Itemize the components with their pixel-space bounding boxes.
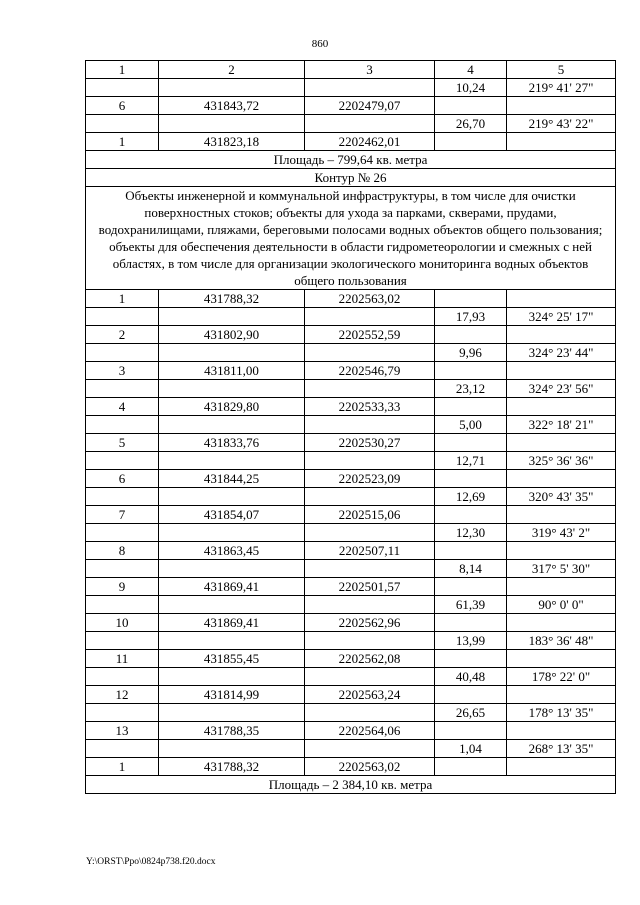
cell-length: 26,70 <box>435 115 507 133</box>
header-cell-length: 4 <box>435 61 507 79</box>
cell-angle <box>507 614 616 632</box>
cell-x <box>159 308 305 326</box>
cell-point <box>86 416 159 434</box>
cell-point <box>86 740 159 758</box>
cell-y: 2202533,33 <box>305 398 435 416</box>
table-row <box>86 524 616 542</box>
cell-x: 431844,25 <box>159 470 305 488</box>
cell-point <box>86 308 159 326</box>
cell-point: 4 <box>86 398 159 416</box>
table-row <box>86 650 616 668</box>
document-file-path: Y:\ORST\Ppo\0824p738.f20.docx <box>86 857 216 867</box>
cell-point: 3 <box>86 362 159 380</box>
cell-point <box>86 380 159 398</box>
cell-length: 23,12 <box>435 380 507 398</box>
cell-angle: 320° 43' 35" <box>507 488 616 506</box>
cell-length <box>435 362 507 380</box>
cell-y <box>305 115 435 133</box>
cell-point <box>86 79 159 97</box>
cell-length <box>435 133 507 151</box>
cell-angle: 319° 43' 2" <box>507 524 616 542</box>
cell-point <box>86 524 159 542</box>
cell-length <box>435 398 507 416</box>
cell-length: 40,48 <box>435 668 507 686</box>
table-row <box>86 722 616 740</box>
cell-y: 2202563,02 <box>305 290 435 308</box>
cell-length: 13,99 <box>435 632 507 650</box>
header-cell-angle: 5 <box>507 61 616 79</box>
cell-y: 2202515,06 <box>305 506 435 524</box>
table-row <box>86 704 616 722</box>
table-row <box>86 668 616 686</box>
cell-angle: 268° 13' 35" <box>507 740 616 758</box>
cell-angle: 322° 18' 21" <box>507 416 616 434</box>
table-row <box>86 380 616 398</box>
cell-y <box>305 704 435 722</box>
table-row <box>86 686 616 704</box>
cell-y <box>305 488 435 506</box>
table-row <box>86 758 616 776</box>
table-header-row <box>86 61 616 79</box>
cell-angle <box>507 326 616 344</box>
cell-point: 1 <box>86 758 159 776</box>
cell-length <box>435 290 507 308</box>
area-summary-row <box>86 151 616 169</box>
cell-point: 5 <box>86 434 159 452</box>
cell-y: 2202479,07 <box>305 97 435 115</box>
contour-area-summary-row <box>86 776 616 794</box>
cell-point: 8 <box>86 542 159 560</box>
cell-point <box>86 452 159 470</box>
cell-x: 431802,90 <box>159 326 305 344</box>
contour-description-row <box>86 187 616 290</box>
cell-point: 11 <box>86 650 159 668</box>
cell-point: 1 <box>86 290 159 308</box>
cell-angle: 325° 36' 36" <box>507 452 616 470</box>
cell-y <box>305 524 435 542</box>
table-row <box>86 290 616 308</box>
table-row <box>86 133 616 151</box>
cell-x: 431854,07 <box>159 506 305 524</box>
table-row <box>86 632 616 650</box>
coordinates-table-body <box>86 61 616 794</box>
cell-x <box>159 452 305 470</box>
cell-length: 12,69 <box>435 488 507 506</box>
cell-point: 6 <box>86 97 159 115</box>
cell-y <box>305 560 435 578</box>
cell-x <box>159 79 305 97</box>
cell-point: 10 <box>86 614 159 632</box>
cell-y: 2202501,57 <box>305 578 435 596</box>
table-row <box>86 452 616 470</box>
cell-angle <box>507 362 616 380</box>
cell-y <box>305 632 435 650</box>
cell-angle: 178° 13' 35" <box>507 704 616 722</box>
cell-y: 2202530,27 <box>305 434 435 452</box>
cell-angle <box>507 542 616 560</box>
cell-x: 431869,41 <box>159 614 305 632</box>
cell-angle <box>507 650 616 668</box>
table-row <box>86 344 616 362</box>
cell-length: 12,30 <box>435 524 507 542</box>
cell-y <box>305 596 435 614</box>
cell-x: 431811,00 <box>159 362 305 380</box>
cell-angle: 317° 5' 30" <box>507 560 616 578</box>
area-summary: Площадь – 799,64 кв. метра <box>86 151 616 169</box>
header-cell-y: 3 <box>305 61 435 79</box>
cell-y: 2202563,02 <box>305 758 435 776</box>
table-row <box>86 740 616 758</box>
cell-point <box>86 704 159 722</box>
header-cell-x: 2 <box>159 61 305 79</box>
cell-length: 61,39 <box>435 596 507 614</box>
cell-point <box>86 668 159 686</box>
page-number: 860 <box>311 38 329 50</box>
cell-angle: 219° 43' 22" <box>507 115 616 133</box>
cell-y <box>305 308 435 326</box>
cell-angle <box>507 506 616 524</box>
cell-angle: 324° 25' 17" <box>507 308 616 326</box>
cell-x <box>159 740 305 758</box>
cell-x <box>159 344 305 362</box>
cell-y: 2202523,09 <box>305 470 435 488</box>
cell-x: 431833,76 <box>159 434 305 452</box>
cell-length <box>435 614 507 632</box>
cell-length <box>435 722 507 740</box>
table-row <box>86 578 616 596</box>
cell-y: 2202507,11 <box>305 542 435 560</box>
cell-point: 1 <box>86 133 159 151</box>
cell-x <box>159 560 305 578</box>
cell-length <box>435 686 507 704</box>
table-row <box>86 79 616 97</box>
table-row <box>86 362 616 380</box>
cell-y <box>305 452 435 470</box>
table-row <box>86 488 616 506</box>
cell-x: 431788,32 <box>159 758 305 776</box>
table-row <box>86 115 616 133</box>
table-row <box>86 326 616 344</box>
table-row <box>86 506 616 524</box>
cell-angle <box>507 758 616 776</box>
cell-length: 12,71 <box>435 452 507 470</box>
cell-length <box>435 650 507 668</box>
header-cell-point: 1 <box>86 61 159 79</box>
cell-angle: 219° 41' 27" <box>507 79 616 97</box>
cell-x: 431843,72 <box>159 97 305 115</box>
cell-length <box>435 470 507 488</box>
cell-x: 431823,18 <box>159 133 305 151</box>
table-row <box>86 97 616 115</box>
cell-angle <box>507 97 616 115</box>
cell-angle <box>507 398 616 416</box>
cell-point: 7 <box>86 506 159 524</box>
cell-y: 2202562,08 <box>305 650 435 668</box>
cell-angle <box>507 578 616 596</box>
cell-angle: 178° 22' 0" <box>507 668 616 686</box>
cell-point: 9 <box>86 578 159 596</box>
cell-length <box>435 578 507 596</box>
cell-y: 2202563,24 <box>305 686 435 704</box>
cell-point <box>86 596 159 614</box>
cell-point: 13 <box>86 722 159 740</box>
cell-point <box>86 560 159 578</box>
cell-y <box>305 668 435 686</box>
cell-angle: 324° 23' 44" <box>507 344 616 362</box>
cell-x: 431814,99 <box>159 686 305 704</box>
cell-length: 5,00 <box>435 416 507 434</box>
cell-point: 6 <box>86 470 159 488</box>
cell-length <box>435 758 507 776</box>
contour-title-row <box>86 169 616 187</box>
cell-length: 10,24 <box>435 79 507 97</box>
cell-point: 12 <box>86 686 159 704</box>
cell-angle: 90° 0' 0" <box>507 596 616 614</box>
table-row <box>86 308 616 326</box>
contour-description: Объекты инженерной и коммунальной инфраструктуры, в том числе для очистки поверхностных стоков; объекты для ухода за парками, скверами, прудами, водохранилищами, пляжами, береговыми полосами водных объектов общего пользования; объекты для обеспечения деятельности в области гидрометеорологии и смежных с ней областях, в том числе для организации экологического мониторинга водных объектов общего пользования <box>86 187 616 290</box>
cell-angle <box>507 434 616 452</box>
cell-angle <box>507 133 616 151</box>
cell-x <box>159 488 305 506</box>
table-row <box>86 560 616 578</box>
cell-x: 431869,41 <box>159 578 305 596</box>
cell-length <box>435 326 507 344</box>
cell-x <box>159 416 305 434</box>
cell-y <box>305 79 435 97</box>
cell-angle <box>507 722 616 740</box>
cell-point <box>86 488 159 506</box>
cell-x <box>159 704 305 722</box>
cell-y <box>305 740 435 758</box>
cell-angle <box>507 470 616 488</box>
table-row <box>86 542 616 560</box>
cell-x: 431788,32 <box>159 290 305 308</box>
cell-x <box>159 632 305 650</box>
cell-length: 17,93 <box>435 308 507 326</box>
cell-y <box>305 380 435 398</box>
contour-area-summary: Площадь – 2 384,10 кв. метра <box>86 776 616 794</box>
coordinates-table <box>85 60 616 794</box>
cell-length: 1,04 <box>435 740 507 758</box>
cell-y: 2202546,79 <box>305 362 435 380</box>
table-row <box>86 470 616 488</box>
cell-angle <box>507 290 616 308</box>
cell-angle: 183° 36' 48" <box>507 632 616 650</box>
cell-y: 2202562,96 <box>305 614 435 632</box>
cell-length <box>435 97 507 115</box>
cell-point <box>86 115 159 133</box>
cell-point: 2 <box>86 326 159 344</box>
cell-length <box>435 434 507 452</box>
cell-length: 9,96 <box>435 344 507 362</box>
cell-x: 431829,80 <box>159 398 305 416</box>
cell-length <box>435 542 507 560</box>
cell-y: 2202552,59 <box>305 326 435 344</box>
cell-angle: 324° 23' 56" <box>507 380 616 398</box>
cell-x: 431855,45 <box>159 650 305 668</box>
cell-y: 2202564,06 <box>305 722 435 740</box>
cell-x <box>159 524 305 542</box>
cell-length: 26,65 <box>435 704 507 722</box>
cell-x: 431788,35 <box>159 722 305 740</box>
contour-title: Контур № 26 <box>86 169 616 187</box>
cell-point <box>86 632 159 650</box>
cell-length: 8,14 <box>435 560 507 578</box>
cell-x: 431863,45 <box>159 542 305 560</box>
cell-angle <box>507 686 616 704</box>
cell-x <box>159 668 305 686</box>
cell-y <box>305 416 435 434</box>
cell-x <box>159 596 305 614</box>
cell-x <box>159 115 305 133</box>
cell-y: 2202462,01 <box>305 133 435 151</box>
cell-length <box>435 506 507 524</box>
table-row <box>86 614 616 632</box>
table-row <box>86 596 616 614</box>
table-row <box>86 434 616 452</box>
cell-y <box>305 344 435 362</box>
table-row <box>86 416 616 434</box>
cell-point <box>86 344 159 362</box>
cell-x <box>159 380 305 398</box>
table-row <box>86 398 616 416</box>
